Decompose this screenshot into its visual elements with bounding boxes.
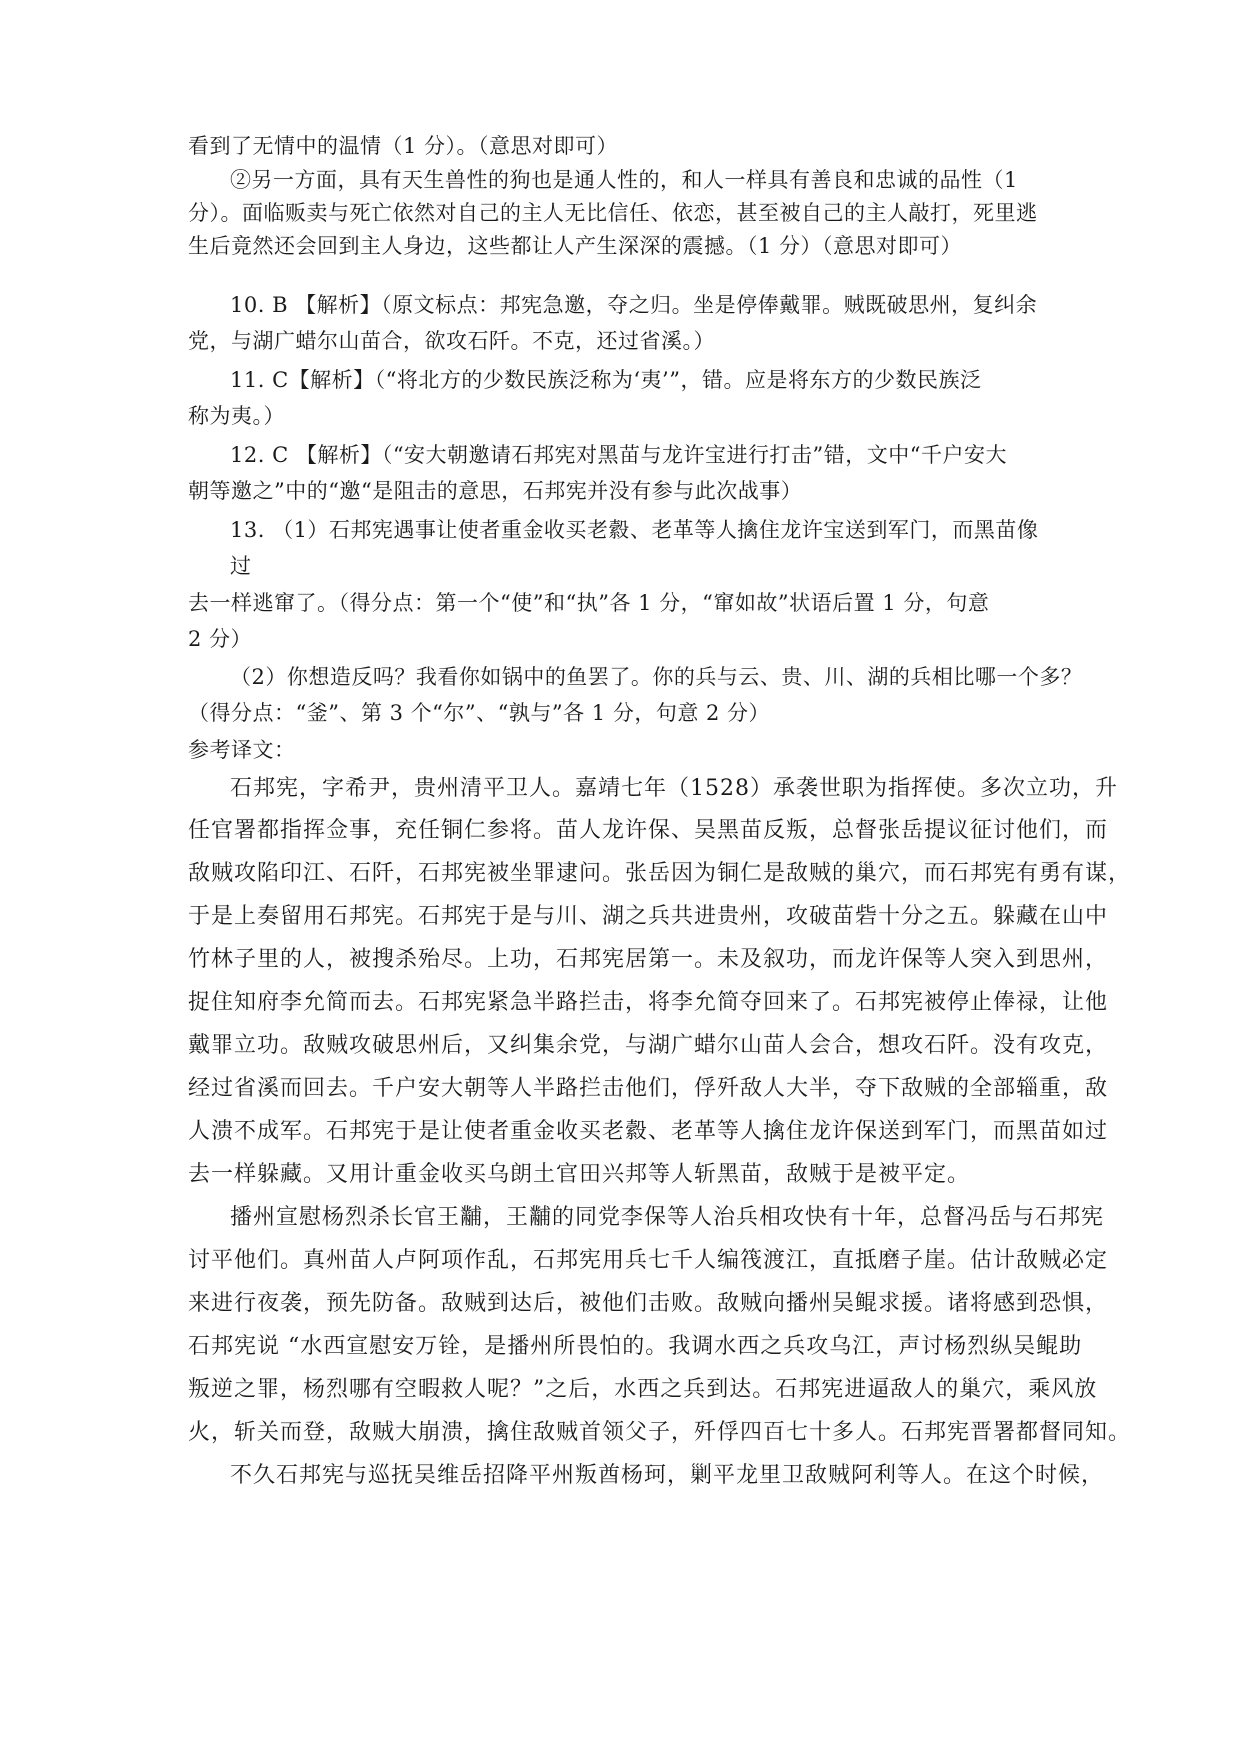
answer-12-line: 朝等邀之”中的“邀“是阻击的意思，石邦宪并没有参与此次战事） (188, 479, 803, 503)
answer-12-line: 12. C 【解析】（“安大朝邀请石邦宪对黑苗与龙许宝进行打击”错，文中“千户安大 (230, 443, 1008, 467)
answer-10-line: 党，与湖广蜡尔山苗合，欲攻石阡。不克，还过省溪。） (188, 329, 715, 353)
translation-line: 来进行夜袭，预先防备。敌贼到达后，被他们击败。敌贼向播州吴鲲求援。诸将感到恐惧， (188, 1291, 1109, 1316)
answer-line: ②另一方面，具有天生兽性的狗也是通人性的，和人一样具有善良和忠诚的品性（1 (230, 168, 1018, 192)
answer-13-line: 去一样逃窜了。（得分点：第一个“使”和“执”各 1 分，“窜如故”状语后置 1 分，句意 (188, 591, 990, 615)
translation-line: 石邦宪说 “水西宣慰安万铨，是播州所畏怕的。我调水西之兵攻乌江，声讨杨烈纵吴鲲助 (188, 1334, 1083, 1359)
translation-line: 播州宣慰杨烈杀长官王黼，王黼的同党李保等人治兵相攻快有十年，总督冯岳与石邦宪 (230, 1205, 1105, 1230)
answer-13-line: （得分点：“釜”、第 3 个“尔”、“孰与”各 1 分，句意 2 分） (188, 701, 771, 725)
translation-line: 不久石邦宪与巡抚吴维岳招降平州叛酋杨珂，剿平龙里卫敌贼阿利等人。在这个时候， (230, 1463, 1105, 1488)
translation-line: 人溃不成军。石邦宪于是让使者重金收买老縠、老革等人擒住龙许保送到军门，而黑苗如过 (188, 1119, 1109, 1144)
answer-line: 生后竟然还会回到主人身边，这些都让人产生深深的震撼。（1 分）（意思对即可） (188, 234, 963, 258)
translation-line: 敌贼攻陷印江、石阡，石邦宪被坐罪逮问。张岳因为铜仁是敌贼的巢穴，而石邦宪有勇有谋， (188, 861, 1132, 886)
translation-line: 经过省溪而回去。千户安大朝等人半路拦击他们，俘歼敌人大半，夺下敌贼的全部辎重，敌 (188, 1076, 1109, 1101)
answer-13-line: 13. （1）石邦宪遇事让使者重金收买老縠、老革等人擒住龙许宝送到军门，而黑苗像 (230, 518, 1039, 542)
translation-line: 任官署都指挥佥事，充任铜仁参将。苗人龙许保、吴黑苗反叛，总督张岳提议征讨他们，而 (188, 818, 1109, 843)
translation-line: 竹林子里的人，被搜杀殆尽。上功，石邦宪居第一。未及叙功，而龙许保等人突入到思州， (188, 947, 1109, 972)
answer-10-line: 10. B 【解析】（原文标点：邦宪急邀，夺之归。坐是停俸戴罪。贼既破思州，复纠余 (230, 293, 1038, 317)
answer-13-line: （2）你想造反吗？我看你如锅中的鱼罢了。你的兵与云、贵、川、湖的兵相比哪一个多？ (230, 665, 1083, 689)
answer-13-line: 2 分） (188, 627, 253, 651)
translation-line: 去一样躲藏。又用计重金收买乌朗土官田兴邦等人斩黑苗，敌贼于是被平定。 (188, 1162, 971, 1187)
answer-line: 看到了无情中的温情（1 分）。（意思对即可） (188, 134, 619, 158)
answer-line: 分）。面临贩卖与死亡依然对自己的主人无比信任、依恋，甚至被自己的主人敲打，死里逃 (188, 201, 1038, 225)
translation-line: 火，斩关而登，敌贼大崩溃，擒住敌贼首领父子，歼俘四百七十多人。石邦宪晋署都督同知。 (188, 1420, 1132, 1445)
translation-line: 戴罪立功。敌贼攻破思州后，又纠集余党，与湖广蜡尔山苗人会合，想攻石阡。没有攻克， (188, 1033, 1109, 1058)
answer-11-line: 11. C【解析】（“将北方的少数民族泛称为‘夷’”，错。应是将东方的少数民族泛 (230, 368, 982, 392)
translation-line: 捉住知府李允简而去。石邦宪紧急半路拦击，将李允简夺回来了。石邦宪被停止俸禄，让他 (188, 990, 1109, 1015)
translation-line: 讨平他们。真州苗人卢阿项作乱，石邦宪用兵七千人编筏渡江，直抵磨子崖。估计敌贼必定 (188, 1248, 1109, 1273)
answer-13-line: 过 (230, 554, 252, 578)
answer-11-line: 称为夷。） (188, 404, 285, 428)
translation-line: 于是上奏留用石邦宪。石邦宪于是与川、湖之兵共进贵州，攻破苗砦十分之五。躲藏在山中 (188, 904, 1109, 929)
translation-heading: 参考译文： (188, 738, 296, 762)
translation-line: 叛逆之罪，杨烈哪有空暇救人呢？”之后，水西之兵到达。石邦宪进逼敌人的巢穴，乘风放 (188, 1377, 1098, 1402)
translation-line: 石邦宪，字希尹，贵州清平卫人。嘉靖七年（1528）承袭世职为指挥使。多次立功，升 (230, 776, 1118, 801)
